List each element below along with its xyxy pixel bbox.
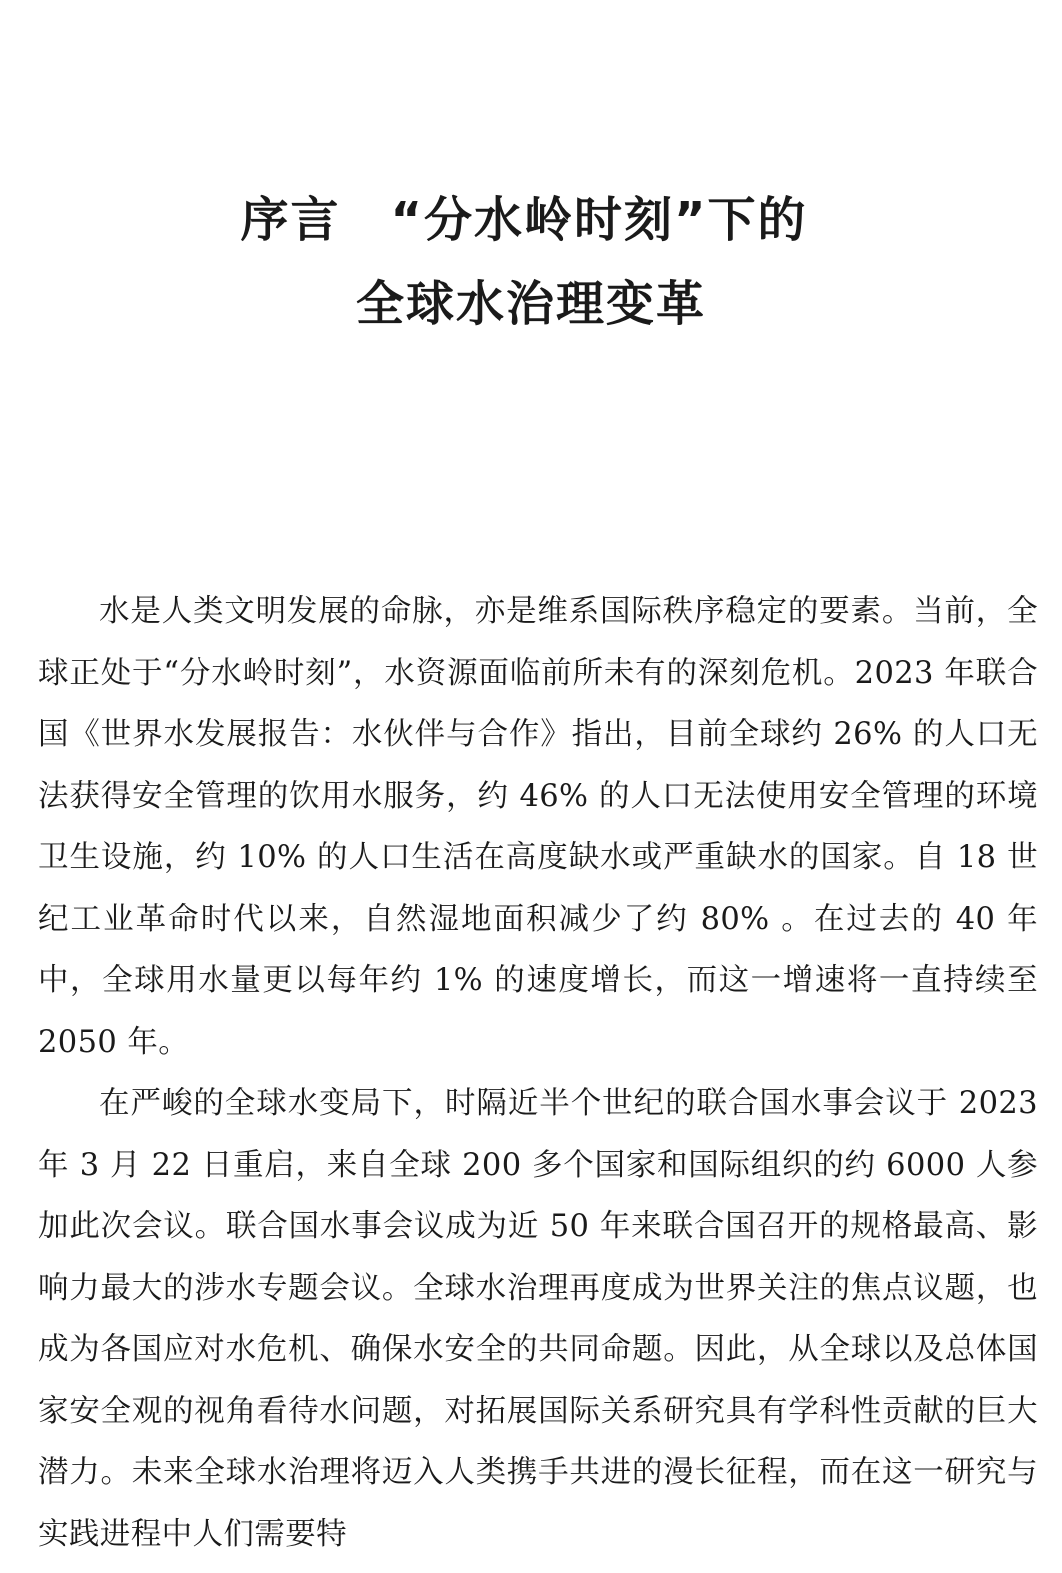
title-line-2: 全球水治理变革 [355, 276, 706, 332]
title-line-1: 序言 “分水岭时刻”下的 [240, 192, 808, 248]
body-text [38, 581, 1038, 1565]
paragraph-2: 在严峻的全球水变局下，时隔近半个世纪的联合国水事会议于 2023 年 3 月 22 日重启，来自全球 200 多个国家和国际组织的约 6000 人参加此次会议。联合国水事会议成为近 50 年来联合国召开的规格最高、影响力最大的涉水专题会议。全球水治理再度成为世界关注的焦点议题，也成为各国应对水危机、确保水安全的共同命题。因此，从全球以及总体国家安全观的视角看待水问题，对拓展国际关系研究具有学科性贡献的巨大潜力。未来全球水治理将迈入人类携手共进的漫长征程，而在这一研究与实践进程中人们需要特 [38, 1086, 1038, 1552]
page-title [0, 178, 1062, 346]
paragraph-1: 水是人类文明发展的命脉，亦是维系国际秩序稳定的要素。当前，全球正处于“分水岭时刻”，水资源面临前所未有的深刻危机。2023 年联合国《世界水发展报告：水伙伴与合作》指出，目前全球约 26% 的人口无法获得安全管理的饮用水服务，约 46% 的人口无法使用安全管理的环境卫生设施，约 10% 的人口生活在高度缺水或严重缺水的国家。自 18 世纪工业革命时代以来，自然湿地面积减少了约 80% 。在过去的 40 年中，全球用水量更以每年约 1% 的速度增长，而这一增速将一直持续至 2050 年。 [38, 594, 1038, 1060]
